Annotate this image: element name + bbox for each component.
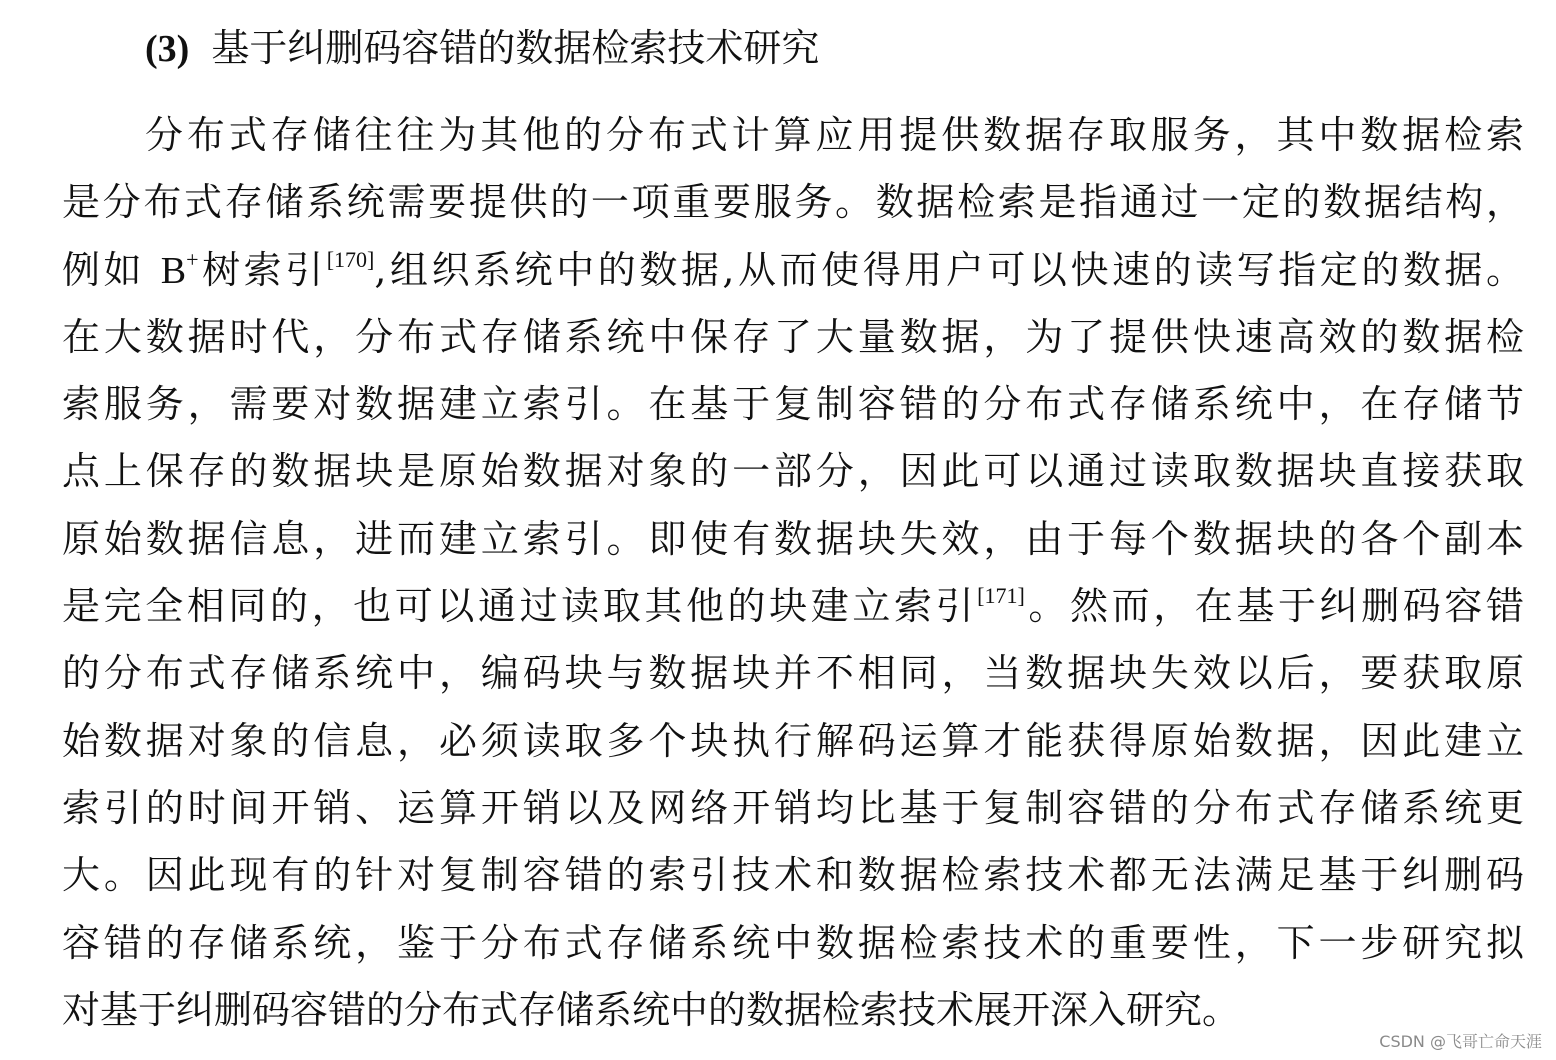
text-run: ,组织系统中的数据,从而使得用户可以快速的读写指定的数据。 (374, 247, 1524, 292)
text-run: 的分布式存储系统中，编码块与数据块并不相同，当数据块失效以后，要获取原 (62, 651, 1524, 696)
section-title: 基于纠删码容错的数据检索技术研究 (211, 26, 820, 70)
text-run: 索服务，需要对数据建立索引。在基于复制容错的分布式存储系统中，在存储节 (62, 382, 1524, 427)
text-line (62, 977, 1524, 1044)
text-run: 容错的存储系统，鉴于分布式存储系统中数据检索技术的重要性，下一步研究拟 (62, 920, 1524, 965)
text-run: 是完全相同的，也可以通过读取其他的块建立索引 (62, 584, 978, 629)
text-line (62, 910, 1524, 977)
text-run: 原始数据信息，进而建立索引。即使有数据块失效，由于每个数据块的各个副本 (62, 516, 1524, 561)
text-line (62, 573, 1524, 640)
text-run: 始数据对象的信息，必须读取多个块执行解码运算才能获得原始数据，因此建立 (62, 718, 1524, 763)
body-paragraph (62, 102, 1524, 1044)
text-line (62, 438, 1524, 505)
text-line (62, 708, 1524, 775)
section-heading (145, 22, 819, 74)
text-run: 例如 (62, 247, 161, 292)
text-run: 分布式存储往往为其他的分布式计算应用提供数据存取服务，其中数据检索 (145, 113, 1524, 157)
text-run: 索引的时间开销、运算开销以及网络开销均比基于复制容错的分布式存储系统更 (62, 785, 1524, 830)
section-number: (3) (145, 28, 190, 70)
text-line (62, 842, 1524, 909)
text-line (62, 304, 1524, 371)
text-run: 在大数据时代，分布式存储系统中保存了大量数据，为了提供快速高效的数据检 (62, 314, 1524, 359)
csdn-watermark: CSDN @飞哥亡命天涯 (1379, 1032, 1542, 1051)
text-run: 点上保存的数据块是原始数据对象的一部分，因此可以通过读取数据块直接获取 (62, 449, 1524, 494)
text-line (62, 371, 1524, 438)
text-line (62, 237, 1524, 304)
text-line (62, 102, 1524, 169)
superscript-plus: + (186, 246, 199, 272)
text-run: 树索引 (198, 247, 327, 292)
text-run: 是分布式存储系统需要提供的一项重要服务。数据检索是指通过一定的数据结构， (62, 180, 1524, 225)
text-run: 对基于纠删码容错的分布式存储系统中的数据检索技术展开深入研究。 (62, 987, 1241, 1032)
text-line (62, 640, 1524, 707)
citation-ref[interactable]: [170] (326, 246, 375, 272)
text-line (62, 775, 1524, 842)
text-line (62, 506, 1524, 573)
text-run: 。然而，在基于纠删码容错 (1024, 584, 1524, 629)
text-line (62, 169, 1524, 236)
b-plus-tree-letter: B (160, 249, 187, 292)
text-run: 大。因此现有的针对复制容错的索引技术和数据检索技术都无法满足基于纠删码 (62, 853, 1524, 898)
citation-ref[interactable]: [171] (977, 583, 1025, 609)
